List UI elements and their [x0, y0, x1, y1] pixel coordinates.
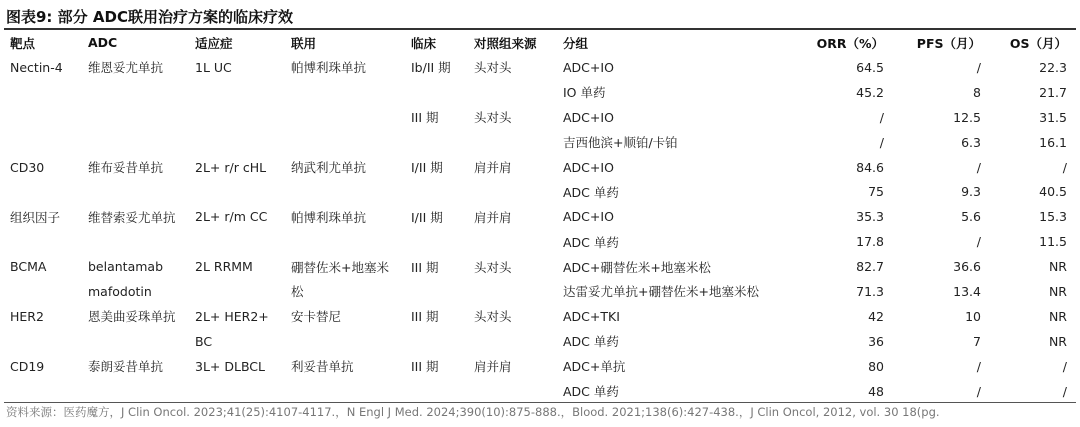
cell-combo	[285, 329, 405, 354]
cell-phase: III 期	[411, 259, 439, 275]
col-header-target: 靶点	[10, 35, 36, 51]
cell-target	[4, 379, 82, 404]
cell-adc: belantamab	[88, 259, 164, 275]
cell-group: ADC+IO	[563, 109, 614, 125]
cell-control: 头对头	[474, 110, 512, 126]
cell-combo: 利妥昔单抗	[291, 359, 354, 375]
cell-orr: 82.7	[856, 259, 884, 275]
cell-indication	[189, 130, 285, 155]
table-row	[4, 155, 1076, 180]
cell-os: /	[1062, 159, 1067, 175]
cell-target: HER2	[10, 308, 44, 324]
cell-phase: III 期	[411, 359, 439, 375]
cell-target	[4, 105, 82, 130]
cell-orr: 71.3	[856, 283, 884, 299]
cell-combo	[285, 130, 405, 155]
cell-combo: 帕博利珠单抗	[291, 60, 367, 76]
cell-orr: 45.2	[856, 84, 884, 100]
table-row	[4, 80, 1076, 105]
cell-control: 肩并肩	[474, 359, 512, 375]
cell-orr: 84.6	[856, 159, 884, 175]
cell-adc: 泰朗妥昔单抗	[88, 359, 164, 375]
cell-pfs: /	[976, 234, 981, 250]
cell-adc: 维恩妥尤单抗	[88, 60, 164, 76]
cell-orr: 42	[868, 308, 884, 324]
cell-orr: 17.8	[856, 234, 884, 250]
cell-combo	[285, 229, 405, 254]
cell-phase	[405, 179, 468, 204]
cell-combo: 纳武利尤单抗	[291, 160, 367, 175]
cell-orr: 36	[868, 333, 884, 349]
efficacy-table	[4, 30, 1076, 403]
cell-indication	[189, 379, 285, 404]
cell-pfs: /	[976, 59, 981, 75]
cell-target	[4, 179, 82, 204]
cell-adc	[82, 179, 189, 204]
cell-os: 16.1	[1039, 134, 1067, 150]
cell-orr: 75	[868, 184, 884, 200]
cell-group: 吉西他滨+顺铂/卡铂	[563, 135, 678, 151]
cell-target: BCMA	[10, 259, 47, 275]
cell-phase: III 期	[411, 309, 439, 325]
cell-target	[4, 130, 82, 155]
cell-target	[4, 80, 82, 105]
col-header-adc: ADC	[88, 35, 118, 50]
cell-indication: 2L RRMM	[195, 259, 253, 275]
cell-group: ADC 单药	[563, 184, 619, 200]
table-row	[4, 304, 1076, 329]
cell-control	[468, 130, 557, 155]
cell-combo: 松	[291, 284, 304, 300]
cell-adc: 恩美曲妥珠单抗	[88, 309, 176, 325]
cell-os: 22.3	[1039, 59, 1067, 75]
table-row	[4, 379, 1076, 404]
cell-pfs: 12.5	[953, 109, 981, 125]
cell-control: 肩并肩	[474, 209, 512, 225]
cell-indication: 3L+ DLBCL	[195, 358, 266, 374]
cell-orr: 48	[868, 383, 884, 399]
cell-group: 达雷妥尤单抗+硼替佐米+地塞米松	[563, 284, 759, 300]
cell-adc	[82, 105, 189, 130]
cell-os: 31.5	[1039, 109, 1067, 125]
cell-pfs: 7	[973, 333, 981, 349]
cell-phase	[405, 379, 468, 404]
cell-group: ADC+单抗	[563, 359, 626, 375]
cell-combo	[285, 379, 405, 404]
table-row	[4, 354, 1076, 379]
cell-group: ADC+IO	[563, 59, 614, 75]
cell-indication: 1L UC	[195, 59, 232, 75]
cell-indication	[189, 229, 285, 254]
figure-title: 图表9: 部分 ADC联用治疗方案的临床疗效	[6, 8, 293, 26]
table-row	[4, 105, 1076, 130]
cell-os: NR	[1048, 283, 1067, 299]
cell-os: /	[1062, 358, 1067, 374]
table-body	[4, 55, 1076, 403]
cell-phase	[405, 130, 468, 155]
cell-target	[4, 329, 82, 354]
cell-phase: I/II 期	[411, 209, 443, 225]
cell-indication: 2L+ HER2+	[195, 308, 269, 324]
cell-os: 11.5	[1039, 234, 1067, 250]
cell-target	[4, 279, 82, 304]
cell-os: 21.7	[1039, 84, 1067, 100]
cell-adc: 维替索妥尤单抗	[88, 209, 176, 225]
cell-os: 40.5	[1039, 184, 1067, 200]
cell-control	[468, 329, 557, 354]
cell-pfs: 10	[965, 308, 981, 324]
cell-target: 组织因子	[10, 209, 61, 225]
cell-orr: /	[879, 109, 884, 125]
cell-adc: mafodotin	[88, 283, 152, 299]
cell-control	[468, 379, 557, 404]
cell-control: 肩并肩	[474, 160, 512, 175]
cell-control: 头对头	[474, 309, 512, 325]
cell-group: ADC+IO	[563, 209, 614, 225]
col-header-combo: 联用	[291, 35, 317, 51]
cell-phase	[405, 229, 468, 254]
cell-indication: 2L+ r/r cHL	[195, 159, 267, 175]
cell-pfs: /	[976, 358, 981, 374]
cell-control	[468, 229, 557, 254]
cell-indication	[189, 80, 285, 105]
cell-group: ADC 单药	[563, 234, 619, 250]
cell-pfs: /	[976, 159, 981, 175]
cell-group: ADC+TKI	[563, 308, 620, 324]
cell-adc: 维布妥昔单抗	[88, 160, 164, 175]
table-row	[4, 229, 1076, 254]
bottom-rule	[4, 402, 1076, 403]
cell-group: ADC 单药	[563, 384, 619, 400]
cell-orr: /	[879, 134, 884, 150]
table-row	[4, 279, 1076, 304]
cell-os: 15.3	[1039, 209, 1067, 225]
cell-control: 头对头	[474, 259, 512, 275]
cell-adc	[82, 130, 189, 155]
cell-phase	[405, 279, 468, 304]
cell-control	[468, 179, 557, 204]
col-header-group: 分组	[563, 35, 589, 51]
cell-adc	[82, 379, 189, 404]
cell-target	[4, 229, 82, 254]
cell-target: CD30	[10, 159, 45, 175]
col-header-phase: 临床	[411, 35, 437, 51]
cell-control	[468, 279, 557, 304]
cell-phase: I/II 期	[411, 160, 443, 175]
table-row	[4, 179, 1076, 204]
cell-os: /	[1062, 383, 1067, 399]
cell-os: NR	[1048, 259, 1067, 275]
cell-phase	[405, 329, 468, 354]
cell-adc	[82, 329, 189, 354]
col-header-pfs: PFS（月）	[916, 35, 981, 51]
cell-indication: BC	[195, 333, 213, 349]
cell-control: 头对头	[474, 60, 512, 76]
cell-orr: 64.5	[856, 59, 884, 75]
cell-group: IO 单药	[563, 85, 606, 101]
col-header-control: 对照组来源	[474, 35, 537, 51]
cell-group: ADC 单药	[563, 334, 619, 350]
cell-pfs: 9.3	[961, 184, 981, 200]
cell-phase	[405, 80, 468, 105]
cell-target: CD19	[10, 358, 45, 374]
cell-pfs: 6.3	[961, 134, 981, 150]
cell-pfs: 13.4	[953, 283, 981, 299]
col-header-indication: 适应症	[195, 35, 233, 51]
col-header-os: OS（月）	[1009, 35, 1067, 51]
cell-indication	[189, 105, 285, 130]
table-row	[4, 204, 1076, 229]
cell-combo: 安卡替尼	[291, 309, 342, 325]
cell-os: NR	[1048, 308, 1067, 324]
source-note: 资料来源：医药魔方，J Clin Oncol. 2023;41(25):4107-4117.，N Engl J Med. 2024;390(10):875-888.，Blood. 2021;138(6):427-438.，J Clin Oncol, 2012, vol. 30 18(pg.	[6, 405, 940, 419]
cell-combo	[285, 179, 405, 204]
cell-os: NR	[1048, 333, 1067, 349]
cell-pfs: 36.6	[953, 259, 981, 275]
table-row	[4, 130, 1076, 155]
cell-adc	[82, 80, 189, 105]
cell-group: ADC+IO	[563, 159, 614, 175]
cell-combo	[285, 105, 405, 130]
cell-phase: Ib/II 期	[411, 60, 451, 76]
cell-orr: 80	[868, 358, 884, 374]
cell-indication: 2L+ r/m CC	[195, 209, 268, 225]
cell-orr: 35.3	[856, 209, 884, 225]
cell-indication	[189, 279, 285, 304]
cell-combo	[285, 80, 405, 105]
cell-phase: III 期	[411, 110, 439, 126]
cell-adc	[82, 229, 189, 254]
cell-indication	[189, 179, 285, 204]
cell-control	[468, 80, 557, 105]
cell-group: ADC+硼替佐米+地塞米松	[563, 259, 711, 275]
cell-pfs: 8	[973, 84, 981, 100]
table-row	[4, 329, 1076, 354]
cell-target: Nectin-4	[10, 59, 63, 75]
table-row	[4, 55, 1076, 80]
cell-combo: 硼替佐米+地塞米	[291, 259, 389, 275]
cell-combo: 帕博利珠单抗	[291, 209, 367, 225]
cell-pfs: 5.6	[961, 209, 981, 225]
header-row	[4, 30, 1076, 55]
cell-pfs: /	[976, 383, 981, 399]
table-row	[4, 254, 1076, 279]
col-header-orr: ORR（%）	[816, 35, 884, 51]
